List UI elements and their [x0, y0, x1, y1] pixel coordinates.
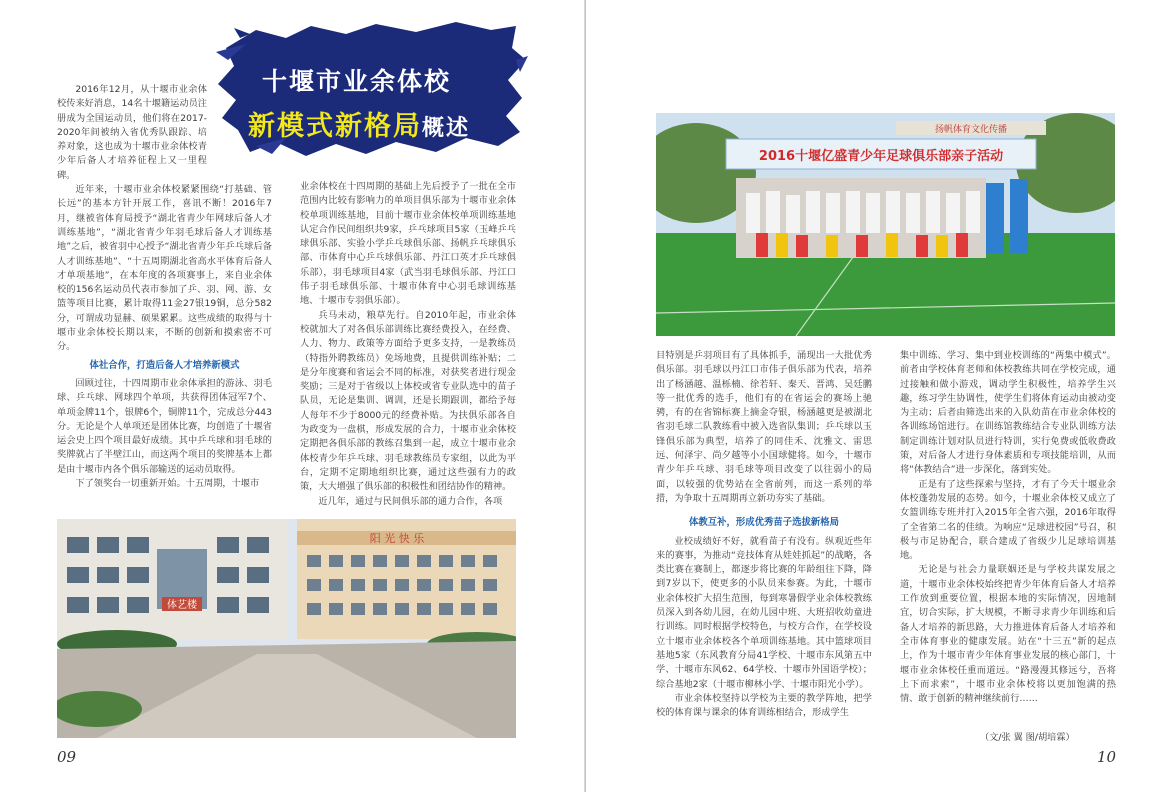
paragraph: 市业余体校坚持以学校为主要的教学阵地，把学校的体育课与课余的体育训练相结合，形成学生	[656, 692, 872, 719]
page-number-left: 09	[57, 748, 77, 766]
paragraph: 无论是与社会力量联姻还是与学校共谋发展之道，十堰市业余体校始终把青少年体育后备人才培养工作放到重要位置，根据本地的实际情况，因地制宜，切合实际，扩大规模，不断寻求青少年训练和后备人才培养的新思路，大力推进体育后备人才培养和全市体育事业的健康发展。站在“十三五”新的起点上，作为十堰市青少年体育事业发展的核心部门，十堰市业余体校任重而道远。“路漫漫其修远兮，吾将上下而求索”，十堰市业余体校将以更加饱满的热情、敢于创新的精神继续前行……	[900, 564, 1116, 705]
section-heading: 体教互补，形成优秀苗子选拔新格局	[688, 517, 839, 529]
page-number-right: 10	[1097, 748, 1117, 766]
paragraph: 业余体校在十四周期的基础上先后授予了一批在全市范围内比较有影响力的单项目俱乐部为十堰市业余体校单项训练基地，目前十堰市业余体校单项训练基地认定合作民间组织共9家，乒乓球项目5家（玉峰乒乓球俱乐部、实验小学乒乓球俱乐部、扬帆乒乓球俱乐部、市体育中心乒乓球俱乐部、丹江口英才乒乓球俱乐部），羽毛球项目4家（武当羽毛球俱乐部、丹江口伟子羽毛球俱乐部、十堰市体育中心羽毛球训练基地、十堰市专羽俱乐部）。	[300, 181, 516, 307]
paragraph: 近几年，通过与民间俱乐部的通力合作，各项	[318, 495, 503, 507]
paragraph: 正是有了这些探索与坚持，才有了今天十堰业余体校蓬勃发展的态势。如今，十堰业余体校又成立了女篮训练专班并打入2015年全省六强，2016年取得了全省第二名的佳绩。为响应“足球进校园”号召，积极与市足协配合，联合建成了省级少儿足球培训基地。	[900, 478, 1116, 562]
paragraph: 兵马未动，粮草先行。自2010年起，市业余体校就加大了对各俱乐部训练比赛经费投入，在经费、人力、物力、政策等方面给予更多支持，一是教练员（特指外聘教练员）免场地费，且提供训练补贴；二是分年度赛和省运会不同的标准，对获奖者进行现金奖励；三是对于省级以上体校或省专业队选中的苗子队员，无论是集训、调训，还是长期跟训，都给予每人每年不少于8000元的经费补贴。为扶俱乐部各自为政变为一盘棋，形成发展的合力，十堰市业余体校定期把各俱乐部的教练召集到一起，成立十堰市业余体校青少年乒乓球、羽毛球教练员专家组，以此为平台，定期不定期地组织比赛，通过这些强有力的政策，大大增强了俱乐部的积极性和团结协作的精神。	[300, 309, 516, 493]
paragraph: 业校成绩好不好，就看苗子有没有。纵观近些年来的赛事，为推动“竞技体育从娃娃抓起”的战略，各类比赛在赛制上，都逐步将比赛的年龄组往下降，降到7岁以下，使更多的小队员来参赛。为此，十堰市业余体校扩大招生范围，每到寒暑假学业余体校教练员深入到各幼儿园，在幼儿园中班、大班招收幼童进行训练。同时根据学校特色，与校方合作，在学校设立十堰市业余体校各个单项训练基地。其中篮球项目基地5家（东风教育分局41学校、十堰市东风第五中学、十堰市东风62、64学校、十堰市外国语学校）；综合基地2家（十堰市柳林小学、十堰市阳光小学）。	[656, 535, 872, 690]
paragraph: 下了领奖台一切重新开始。十五周期，十堰市	[75, 478, 260, 490]
building-sign: 体艺楼	[167, 600, 197, 611]
roof-text: 阳 光 快 乐	[369, 532, 425, 545]
paragraph: 近年来，十堰市业余体校紧紧围绕“打基础、管长远”的基本方针开展工作，喜讯不断！2016年7月，继被省体育局授予“湖北省青少年网球后备人才训练基地”，“湖北省青少年羽毛球后备人才训练基地”之后，被省羽中心授予“湖北省青少年乒乓球后备人才训练基地”、“十五周期湖北省高水平体育后备人才单项基地”，在本年度的各项赛事上，来自业余体校的156名运动员代表市参加了乒、羽、网、游、女篮等项目比赛，累计取得11金27银19铜，总分582分，可谓成功显赫、硕果累累。这些成绩的取得与十堰市业余体校长期以来，不断的创新和摸索密不可分。	[57, 184, 272, 353]
right-column-2	[900, 349, 1116, 706]
photo-sign: 扬帆体育文化传播	[934, 125, 1008, 135]
paragraph: 目特别是乒羽项目有了具体抓手，涌现出一大批优秀俱乐部。羽毛球以丹江口市伟子俱乐部为代表，培养出了杨涵越、温栎楠、徐若轩、秦天、晋鸿、吴廷鹏等一批优秀的选手，他们有的在省运会的赛场上驰骋，有的在省锦标赛上摘金夺银，杨涵越更是被湖北省羽毛球二队教练看中被入选省队集训；乒乓球以玉锋俱乐部为典型，培养了的同佳禾、沈雅文、雷思远、何泽宇、尚夕越等小小国球健将。如今，十堰市青少年乒乓球、羽毛球等项目改变了以往弱小的局面，以较强的优势站在全省前列，而这一系列的举措，为争取十五周期再立新功夯实了基础。	[656, 350, 872, 504]
left-column-2	[300, 180, 516, 509]
article-title-suffix: 概述	[422, 115, 471, 141]
school-building-photo	[57, 519, 516, 738]
football-event-photo	[656, 113, 1115, 336]
section-heading: 体社合作，打造后备人才培养新模式	[89, 359, 240, 371]
left-column-1	[57, 83, 272, 491]
paragraph: 2016年12月，从十堰市业余体校传来好消息，14名十堰籍运动员注册成为全国运动员，他们将在2017-2020年间被纳入省优秀队跟踪、培养对象，这也成为十堰市业余体校青少年后备人才培养征程上又一里程碑。	[57, 84, 207, 181]
right-column-1	[656, 349, 872, 720]
paragraph: 回顾过往，十四周期市业余体承担的游泳、羽毛球、乒乓球、网球四个单项，共获得团体冠军7个、单项金牌11个，银牌6个，铜牌11个，完成总分443分。无论是个人单项还是团体比赛，均创造了十堰省运会史上四个项目最好成绩。其中乒乓球和羽毛球的奖牌就占了半壁江山，而这两个项目的奖牌基本上都是由十堰市内各个俱乐部输送的运动员取得。	[57, 377, 272, 475]
article-title-main: 新模式新格局	[248, 111, 422, 142]
event-banner: 2016十堰亿盛青少年足球俱乐部亲子活动	[758, 149, 1004, 164]
author-credit: （文/张 翼 图/胡培霖）	[980, 732, 1075, 743]
article-title-line1: 十堰市业余体校	[262, 67, 452, 96]
paragraph: 集中训练、学习、集中到业校训练的“两集中模式”。前者由学校体育老师和体校教练共同在学校完成，通过接触和做小游戏，调动学生积极性，培养学生兴趣，练习学生协调性，使学生们将体育运动由被动变为主动；后者由筛选出来的入队幼苗在市业余体校的各训练场馆进行。在训练馆教练结合专业队训练方法制定训练计划对队员进行特训，实行免费或低收费政策，对后备人才进行身体素质和专项技能培训，从而将“体教结合”进一步深化，落到实处。	[900, 350, 1116, 476]
article-title-line2	[248, 104, 470, 143]
